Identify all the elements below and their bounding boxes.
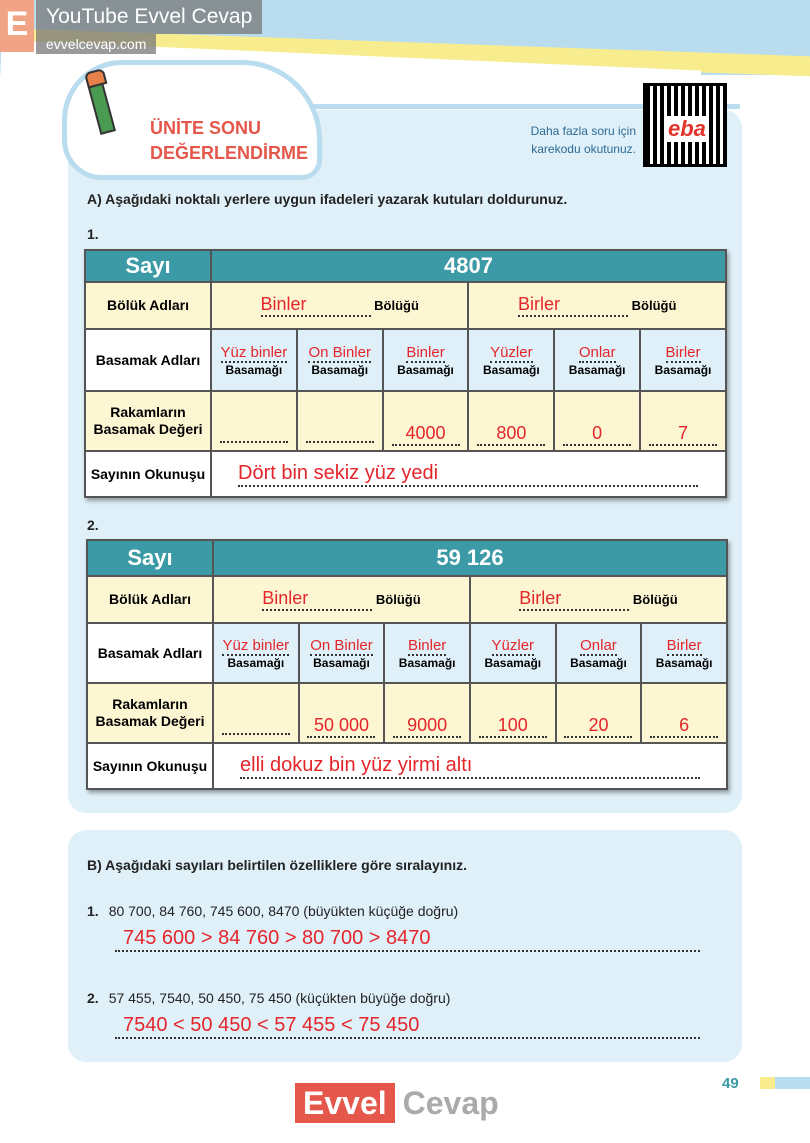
question-number: 2. (87, 990, 99, 1006)
place-value-cell (297, 391, 383, 451)
digit-name-cell (468, 329, 554, 391)
question-text: 80 700, 84 760, 745 600, 8470 (büyükten küçüğe doğru) (108, 903, 459, 919)
table-number-label: 2. (87, 517, 99, 533)
digit-name-input[interactable]: Yüzler (490, 343, 533, 361)
period-suffix: Bölüğü (374, 298, 419, 313)
place-value-input[interactable] (306, 441, 374, 443)
digit-name-cell (556, 623, 642, 683)
digit-suffix: Basamağı (397, 362, 454, 377)
number-value: 4807 (211, 250, 726, 282)
place-value-input[interactable]: 20 (564, 715, 632, 738)
period-cell (211, 282, 468, 329)
place-value-input[interactable] (222, 733, 290, 735)
place-value-label: Rakamların Basamak Değeri (85, 391, 211, 451)
digit-name-cell (383, 329, 469, 391)
digit-name-input[interactable]: Yüz binler (222, 636, 290, 654)
table-number-label: 1. (87, 226, 99, 242)
number-row (85, 250, 726, 282)
reading-input[interactable]: Dört bin sekiz yüz yedi (238, 462, 698, 487)
digit-suffix: Basamağı (655, 655, 713, 670)
order-question (87, 989, 450, 1007)
place-value-cell (640, 391, 726, 451)
period-cell (468, 282, 726, 329)
order-answer-input[interactable]: 7540 < 50 450 < 57 455 < 75 450 (115, 1013, 700, 1039)
qr-caption-line2: karekodu okutunuz. (531, 142, 636, 156)
footer-logo (295, 1085, 499, 1122)
footer-logo-part2: Cevap (402, 1085, 499, 1121)
digit-name-input[interactable]: Binler (406, 343, 445, 361)
period-answer-input[interactable]: Binler (261, 294, 371, 317)
number-row (87, 540, 727, 576)
digit-name-input[interactable]: On Binler (310, 636, 373, 654)
period-suffix: Bölüğü (631, 298, 677, 313)
period-answer-input[interactable]: Birler (518, 294, 628, 317)
order-question (87, 902, 458, 920)
section-b-instruction: B) Aşağıdaki sayıları belirtilen özelliklere göre sıralayınız. (87, 857, 467, 873)
digit-suffix: Basamağı (398, 655, 456, 670)
page-bar (760, 1077, 810, 1089)
place-value-cell (556, 683, 642, 743)
place-value-cell (554, 391, 640, 451)
period-suffix: Bölüğü (632, 592, 678, 607)
qr-code[interactable] (643, 83, 727, 167)
qr-caption-line1: Daha fazla soru için (530, 124, 636, 138)
period-label: Bölük Adları (87, 576, 213, 623)
place-value-cell (213, 683, 299, 743)
section-a-instruction: A) Aşağıdaki noktalı yerlere uygun ifadeleri yazarak kutuları doldurunuz. (87, 191, 568, 207)
place-value-table-2 (86, 539, 728, 790)
place-value-row (87, 683, 727, 743)
digit-suffix: Basamağı (225, 362, 283, 377)
period-cell (213, 576, 470, 623)
reading-label: Sayının Okunuşu (87, 743, 213, 789)
place-value-input[interactable]: 7 (649, 423, 717, 446)
place-value-table-1 (84, 249, 727, 498)
digit-name-cell (384, 623, 470, 683)
digit-name-input[interactable]: Birler (666, 636, 702, 654)
place-value-cell (641, 683, 727, 743)
number-value: 59 126 (213, 540, 727, 576)
digit-suffix: Basamağı (484, 655, 542, 670)
digit-name-input[interactable]: Birler (665, 343, 701, 361)
digit-suffix: Basamağı (570, 655, 627, 670)
place-value-row (85, 391, 726, 451)
order-answer-input[interactable]: 745 600 > 84 760 > 80 700 > 8470 (115, 926, 700, 952)
period-cell (470, 576, 727, 623)
digit-name-cell (640, 329, 726, 391)
digit-name-cell (297, 329, 383, 391)
place-value-cell (470, 683, 556, 743)
digit-name-cell (211, 329, 297, 391)
watermark-channel: YouTube Evvel Cevap (36, 0, 262, 34)
place-value-cell (384, 683, 470, 743)
place-value-input[interactable]: 0 (563, 423, 631, 446)
period-row (87, 576, 727, 623)
number-label: Sayı (87, 540, 213, 576)
digit-suffix: Basamağı (482, 362, 540, 377)
digit-name-row (85, 329, 726, 391)
place-value-cell (468, 391, 554, 451)
unit-title-line2: DEĞERLENDİRME (150, 143, 309, 163)
footer-logo-part1: Evvel (295, 1083, 395, 1123)
place-value-label: Rakamların Basamak Değeri (87, 683, 213, 743)
digit-name-cell (299, 623, 385, 683)
digit-name-label: Basamak Adları (87, 623, 213, 683)
reading-row (85, 451, 726, 497)
page-number: 49 (722, 1075, 739, 1092)
place-value-input[interactable]: 4000 (392, 423, 460, 446)
period-label: Bölük Adları (85, 282, 211, 329)
eba-logo: eba (668, 116, 706, 141)
period-row (85, 282, 726, 329)
period-answer-input[interactable]: Binler (262, 588, 372, 611)
question-text: 57 455, 7540, 50 450, 75 450 (küçükten büyüğe doğru) (108, 990, 451, 1006)
place-value-input[interactable]: 50 000 (307, 715, 375, 738)
digit-name-label: Basamak Adları (85, 329, 211, 391)
unit-title-line1: ÜNİTE SONU (150, 118, 262, 138)
period-suffix: Bölüğü (375, 592, 421, 607)
watermark-site: evvelcevap.com (36, 34, 156, 54)
place-value-cell (211, 391, 297, 451)
digit-name-input[interactable]: Yüzler (491, 636, 535, 654)
digit-name-row (87, 623, 727, 683)
number-label: Sayı (85, 250, 211, 282)
place-value-input[interactable]: 800 (477, 423, 545, 446)
digit-name-cell (470, 623, 556, 683)
digit-suffix: Basamağı (227, 655, 285, 670)
digit-suffix: Basamağı (313, 655, 370, 670)
place-value-input[interactable]: 6 (650, 715, 718, 738)
place-value-input[interactable] (220, 441, 288, 443)
digit-name-cell (554, 329, 640, 391)
reading-input[interactable]: elli dokuz bin yüz yirmi altı (240, 754, 700, 779)
watermark-logo: E (0, 0, 34, 52)
period-answer-input[interactable]: Birler (519, 588, 629, 611)
reading-row (87, 743, 727, 789)
digit-suffix: Basamağı (654, 362, 712, 377)
place-value-input[interactable]: 9000 (393, 715, 461, 738)
question-number: 1. (87, 903, 99, 919)
reading-label: Sayının Okunuşu (85, 451, 211, 497)
digit-name-input[interactable]: Onlar (580, 636, 617, 654)
place-value-cell (383, 391, 469, 451)
digit-name-input[interactable]: Yüz binler (220, 343, 288, 361)
place-value-input[interactable]: 100 (479, 715, 547, 738)
place-value-cell (299, 683, 385, 743)
qr-caption (531, 122, 636, 158)
digit-suffix: Basamağı (568, 362, 626, 377)
digit-suffix: Basamağı (311, 362, 369, 377)
digit-name-input[interactable]: Binler (407, 636, 447, 654)
digit-name-cell (213, 623, 299, 683)
digit-name-input[interactable]: On Binler (308, 343, 371, 361)
digit-name-cell (641, 623, 727, 683)
digit-name-input[interactable]: Onlar (578, 343, 616, 361)
